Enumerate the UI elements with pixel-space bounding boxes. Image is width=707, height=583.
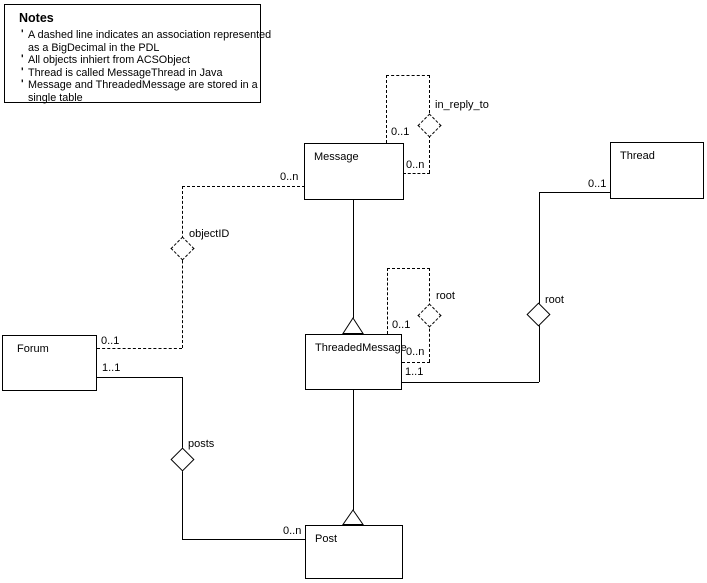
posts-diamond	[170, 447, 194, 471]
root-self-line-top	[387, 268, 430, 269]
in-reply-to-line-top	[386, 75, 430, 76]
notes-line	[5, 28, 272, 41]
association-label-posts: posts	[188, 438, 215, 450]
multiplicity-forum-posts: 1..1	[102, 362, 121, 374]
multiplicity-threadedmessage-root-source: 0..n	[406, 346, 425, 358]
posts-line-top	[97, 377, 182, 378]
multiplicity-message-in-reply-to-target: 0..1	[391, 126, 410, 138]
objectid-line-top	[182, 186, 305, 187]
notes-line-text: Message and ThreadedMessage are stored in a	[28, 79, 258, 91]
objectid-line-bottom	[97, 348, 182, 349]
generalization-line-threadedmessage-post	[353, 390, 354, 510]
notes-line	[5, 42, 255, 54]
entity-post-label: Post	[315, 533, 338, 545]
notes-box	[4, 4, 272, 104]
in-reply-to-diamond	[417, 113, 441, 137]
multiplicity-message-objectid: 0..n	[280, 171, 299, 183]
notes-line-text: Thread is called MessageThread in Java	[28, 66, 223, 79]
multiplicity-thread-root: 0..1	[588, 178, 607, 190]
entity-post	[305, 525, 403, 579]
in-reply-to-line-left	[386, 75, 387, 143]
notes-line	[5, 92, 255, 104]
entity-threadedmessage-label: ThreadedMessage	[315, 342, 407, 354]
bullet-icon: '	[21, 65, 24, 78]
association-label-root-thread: root	[545, 294, 564, 306]
root-thread-diamond	[526, 302, 550, 326]
multiplicity-threadedmessage-root-target: 0..1	[392, 319, 411, 331]
multiplicity-threadedmessage-thread: 1..1	[405, 366, 424, 378]
entity-threadedmessage	[305, 334, 407, 390]
entity-forum	[2, 335, 97, 391]
notes-line	[5, 67, 255, 79]
association-label-objectid: objectID	[189, 228, 230, 240]
association-label-in-reply-to: in_reply_to	[435, 99, 489, 111]
root-self-line-left	[387, 268, 388, 334]
multiplicity-forum-objectid: 0..1	[101, 335, 120, 347]
notes-line-text: single table	[28, 91, 83, 104]
notes-line	[5, 54, 255, 66]
entity-forum-label: Forum	[17, 343, 49, 355]
in-reply-to-line-bottom	[403, 173, 430, 174]
notes-title: Notes	[19, 11, 54, 25]
association-label-root-self: root	[436, 290, 455, 302]
multiplicity-post-posts: 0..n	[283, 525, 302, 537]
inheritance-triangle-post	[343, 510, 363, 525]
objectid-diamond	[170, 236, 194, 260]
notes-line-text: All objects inhiert from ACSObject	[28, 54, 191, 66]
root-thread-line-vertical	[539, 192, 540, 382]
multiplicity-message-in-reply-to-source: 0..n	[406, 159, 425, 171]
generalization-line-message-threadedmessage	[353, 200, 354, 318]
root-self-line-bottom	[402, 362, 430, 363]
entity-message	[304, 143, 404, 200]
objectid-line-vertical	[182, 186, 183, 348]
entity-message-label: Message	[314, 151, 359, 163]
entity-thread	[610, 142, 704, 199]
root-thread-line-top	[539, 192, 610, 193]
root-self-diamond	[417, 303, 441, 327]
posts-line-bottom	[182, 539, 305, 540]
bullet-icon: '	[21, 53, 24, 65]
root-thread-line-bottom	[402, 382, 539, 383]
notes-line-text: A dashed line indicates an association represented	[28, 29, 272, 41]
entity-thread-label: Thread	[620, 150, 655, 162]
bullet-icon: '	[21, 28, 24, 40]
inheritance-triangle-threadedmessage	[343, 318, 363, 334]
bullet-icon: '	[21, 78, 24, 90]
notes-line-text: as a BigDecimal in the PDL	[28, 41, 160, 54]
notes-line	[5, 78, 258, 91]
